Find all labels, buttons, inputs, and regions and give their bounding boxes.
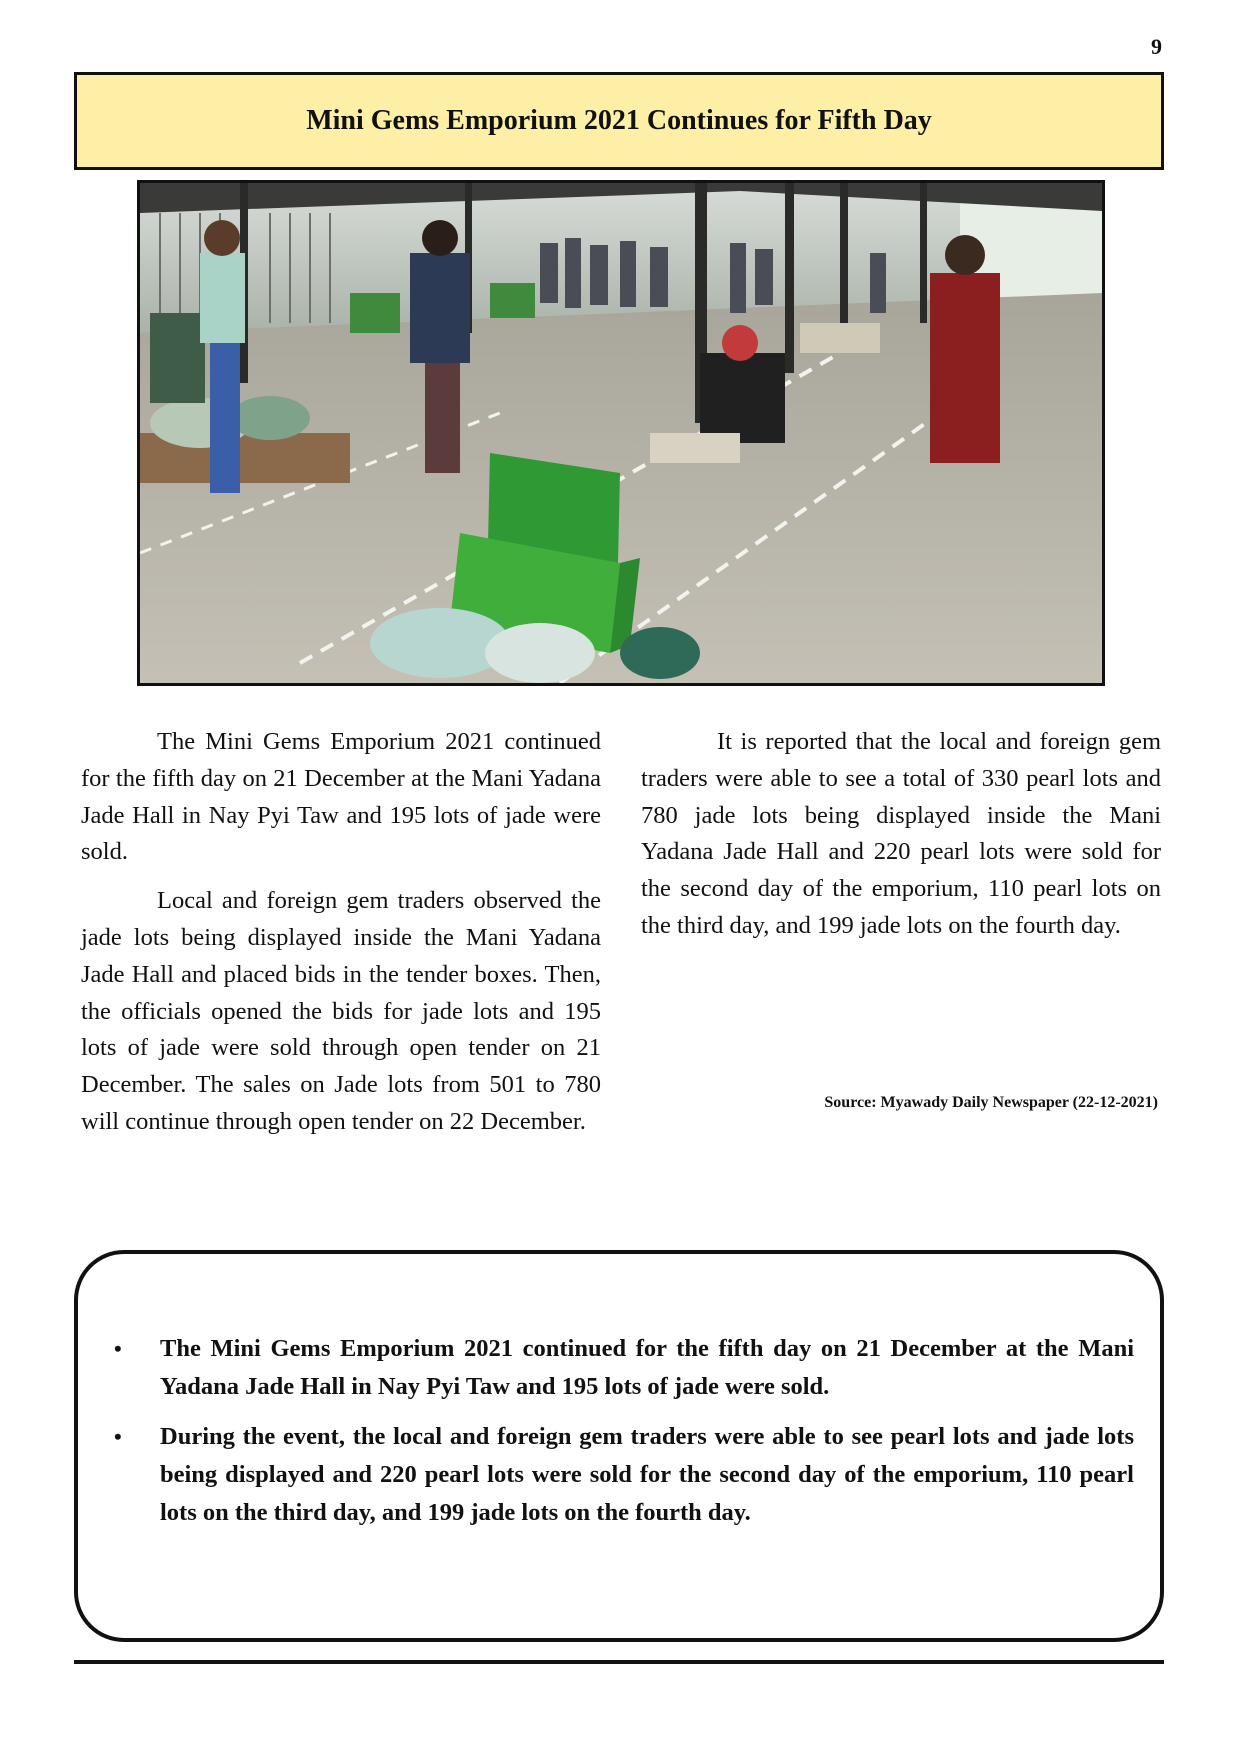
article-left-column [81,724,601,1153]
article-title: Mini Gems Emporium 2021 Continues for Fifth Day [306,105,932,136]
footer-rule [74,1660,1164,1664]
bullet-icon: • [114,1336,122,1361]
article-paragraph: It is reported that the local and foreign gem traders were able to see a total of 330 pearl lots and 780 jade lots being displayed inside the Mani Yadana Jade Hall and 220 pearl lots were sold for the second day of the emporium, 110 pearl lots on the third day, and 199 jade lots on the fourth day. [641,728,1161,939]
summary-item [98,1330,1134,1406]
summary-item-text: During the event, the local and foreign gem traders were able to see pearl lots and jade lots being displayed and 220 pearl lots were sold for the second day of the emporium, 110 pearl lots on the third day, and 199 jade lots on the fourth day. [160,1423,1134,1526]
article-paragraph: Local and foreign gem traders observed the jade lots being displayed inside the Mani Yadana Jade Hall and placed bids in the tender boxes. Then, the officials opened the bids for jade lots and 195 lots of jade were sold through open tender on 21 December. The sales on Jade lots from 501 to 780 will continue through open tender on 22 December. [81,887,601,1135]
bullet-icon: • [114,1424,122,1449]
summary-item-text: The Mini Gems Emporium 2021 continued for the fifth day on 21 December at the Mani Yadana Jade Hall in Nay Pyi Taw and 195 lots of jade were sold. [160,1335,1134,1400]
summary-box [74,1250,1164,1642]
summary-item [98,1418,1134,1532]
page-number: 9 [1151,34,1162,59]
article-photo [137,180,1105,686]
photo-icon [140,183,1102,683]
summary-list [98,1330,1134,1544]
article-paragraph: The Mini Gems Emporium 2021 continued for the fifth day on 21 December at the Mani Yadana Jade Hall in Nay Pyi Taw and 195 lots of jade were sold. [81,728,601,866]
article-title-box [74,72,1164,170]
article-right-column [641,724,1161,957]
article-source: Source: Myawady Daily Newspaper (22-12-2021) [824,1094,1158,1111]
